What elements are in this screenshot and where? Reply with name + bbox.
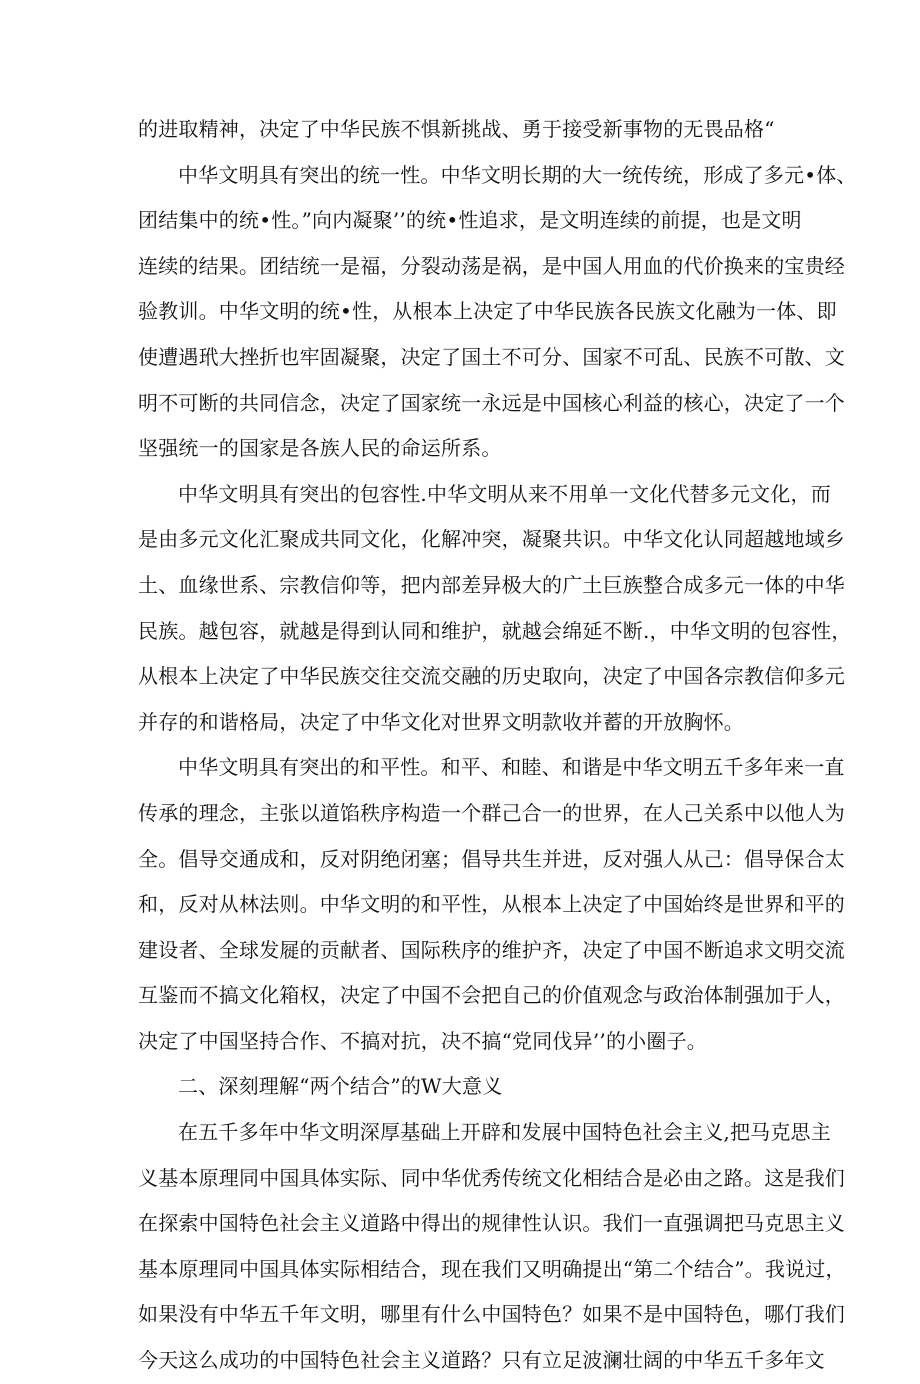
text-line: 土、血缘世系、宗教信仰等，把内部差异极大的广土巨族整合成多元一体的中华 xyxy=(138,572,845,597)
text-line: 从根本上决定了中华民族交往交流交融的历史取向，决定了中国各宗教信仰多元 xyxy=(138,664,845,689)
text-line: 的进取精神，决定了中华民族不惧新挑战、勇于接受新事物的无畏品格“ xyxy=(138,117,775,141)
text-line: 决定了中国坚持合作、不搞对抗，决不搞“党同伐异’’的小圈子。 xyxy=(138,1028,707,1053)
text-line: 在探索中国特色社会主义道路中得出的规律性认识。我们一直强调把马克思主义 xyxy=(138,1211,845,1236)
text-line: 坚强统一的国家是各族人民的命运所系。 xyxy=(138,436,502,461)
paragraph-first-line: 在五千多年中华文明深厚基础上开辟和发展中国特色社会主义,把马克思主 xyxy=(178,1120,831,1145)
text-line: 如果没有中华五千年文明，哪里有什么中国特色？如果不是中国特色，哪仃我们 xyxy=(138,1302,845,1327)
text-line: 传承的理念，主张以道馅秩序构造一个群己合一的世界，在人己关系中以他人为 xyxy=(138,800,845,825)
paragraph-first-line: 中华文明具有突出的包容性.中华文明从来不用单一文化代替多元文化，而 xyxy=(178,481,831,506)
text-line: 团结集中的统•性。”向内凝聚’’的统•性追求，是文明连续的前提，也是文明 xyxy=(138,208,802,233)
text-line: 并存的和谐格局，决定了中华文化对世界文明款收并蓄的开放胸怀。 xyxy=(138,709,744,734)
section-heading: 二、深刻理解“两个结合”的W大意义 xyxy=(178,1074,503,1099)
document-body xyxy=(138,107,857,1384)
text-line: 今天这么成功的中国特色社会主义道路？只有立足波澜壮阔的中华五千多年文 xyxy=(138,1348,825,1373)
text-line: 互鉴而不搞文化箱权，决定了中国不会把自己的价值观念与政治体制强加于人， xyxy=(138,983,845,1008)
paragraph-first-line: 中华文明具有突出的统一性。中华文明长期的大一统传统，形成了多元•体、 xyxy=(178,162,857,187)
text-line: 明不可断的共同信念，决定了国家统一永远是中国核心利益的核心，决定了一个 xyxy=(138,390,845,415)
text-line: 民族。越包容，就越是得到认同和维护，就越会绵延不断.，中华文明的包容性， xyxy=(138,618,852,643)
paragraph-first-line: 中华文明具有突出的和平性。和平、和睦、和谐是中华文明五千多年来一直 xyxy=(178,755,845,780)
text-line: 义基本原理同中国具体实际、同中华优秀传统文化相结合是必由之路。这是我们 xyxy=(138,1165,845,1190)
text-line: 是由多元文化汇聚成共同文化，化解冲突，凝聚共识。中华文化认同超越地域乡 xyxy=(138,527,845,552)
text-line: 验教训。中华文明的统•性，从根本上决定了中华民族各民族文化融为一体、即 xyxy=(138,299,837,324)
text-line: 和，反对从林法则。中华文明的和平性，从根本上决定了中国始终是世界和平的 xyxy=(138,892,845,917)
text-line: 使遭遇玳大挫折也牢固凝聚，决定了国土不可分、国家不可乱、民族不可散、文 xyxy=(138,344,845,369)
text-line: 建设者、全球发屣的贡献者、国际秩序的维护齐，决定了中国不断追求文明交流 xyxy=(138,937,845,962)
text-line: 连续的结果。团结统一是福，分裂动荡是祸，是中国人用血的代价换来的宝贵经 xyxy=(138,253,845,278)
text-line: 全。倡导交通成和，反对阴绝闭塞；倡导共生并进，反对强人从己：倡导保合太 xyxy=(138,846,845,871)
text-line: 基本原理同中国具体实际相结合，现在我们又明确提出“第二个结合”。我说过， xyxy=(138,1256,846,1281)
